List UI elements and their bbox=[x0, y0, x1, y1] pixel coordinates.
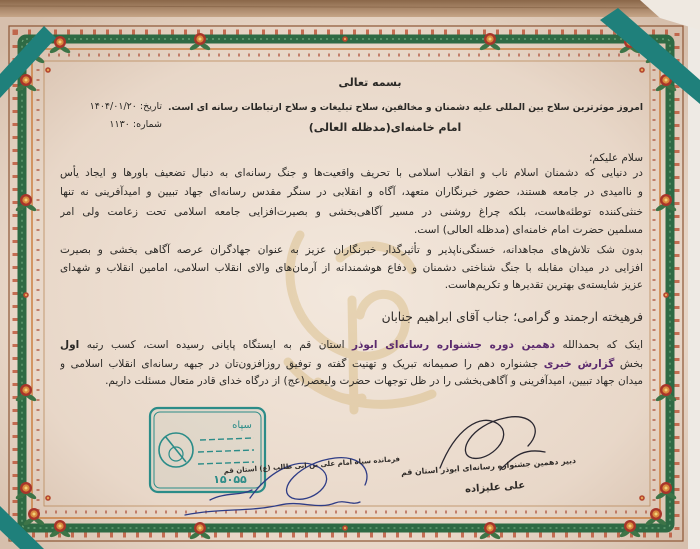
bud-ornament bbox=[639, 495, 645, 501]
number-label: شماره: bbox=[132, 119, 162, 130]
recipient-line: فرهیخته ارجمند و گرامی؛ جناب آقای ابراهیم جنابان bbox=[381, 310, 643, 324]
date-line bbox=[70, 98, 162, 116]
stamp bbox=[150, 408, 265, 492]
bud-ornament bbox=[23, 292, 29, 298]
award-line-1 bbox=[60, 336, 643, 354]
paragraph-1-line: در دنیایی که دشمنان اسلام ناب و انقلاب اسلامی با تحریف واقعیت‌ها و جنگ رسانه‌ای به دنبال تضعیف باورها و ایجاد یأس bbox=[60, 167, 643, 179]
secretary-title: دبیر دهمین جشنواره رسانه‌ای ابوذر استان قم bbox=[400, 456, 577, 478]
award-rank: اول bbox=[60, 339, 80, 351]
paragraph-2-line: افزایی در میدان مقابله با جنگ شناختی دشمنان و دفاع هوشمندانه از آرمان‌های والای انقلاب اسلامی، امامین انقلاب و شهدای bbox=[60, 262, 643, 274]
greeting: سلام علیکم؛ bbox=[589, 152, 643, 164]
award-text: جشنواره دهم را صمیمانه تبریک و تهنیت گفته و توفیق روزافزون‌تان در جبهه رسانه‌ای انقلاب اسلامی و bbox=[60, 358, 544, 370]
stamp-label: سپاه bbox=[232, 420, 252, 431]
bud-ornament bbox=[342, 36, 348, 42]
paragraph-1-line: خنثی‌کننده توطئه‌هاست، بلکه چراغ روشنی در مسیر آگاهی‌بخشی و بصیرت‌افزایی جامعه اسلامی تحت زعامت ولی امر bbox=[60, 206, 643, 218]
bud-ornament bbox=[663, 292, 669, 298]
bud-ornament bbox=[639, 67, 645, 73]
bud-ornament bbox=[342, 525, 348, 531]
paragraph-2-line: عزیز شایسته‌ی بهترین تقدیرها و تکریم‌هاست. bbox=[444, 279, 643, 291]
number-line bbox=[70, 116, 162, 134]
award-line-2 bbox=[60, 355, 643, 373]
award-text: استان قم به ایستگاه پایانی رسیده است، کسب رتبه bbox=[79, 339, 352, 351]
paragraph-1-line: مسلمین حضرت امام خامنه‌ای (مدظله العالی) است. bbox=[414, 224, 643, 236]
date-value: ۱۴۰۴/۰۱/۲۰ bbox=[89, 101, 137, 112]
bud-ornament bbox=[45, 495, 51, 501]
bud-ornament bbox=[45, 67, 51, 73]
document-heading: بسمه تعالی bbox=[338, 76, 402, 89]
award-line-3: میدان جهاد تبیین، امیدآفرینی و آگاهی‌بخشی را در ظل توجهات حضرت ولیعصر(عج) از درگاه خدای قادر متعال مسئلت داریم. bbox=[105, 375, 643, 387]
festival-name: دهمین دوره جشنواره رسانه‌ای ابوذر bbox=[351, 339, 556, 351]
paragraph-2-line: بدون شک تلاش‌های مجاهدانه، خستگی‌ناپذیر و تأثیرگذار خبرنگاران عزیز به عنوان جهادگران عرصه آگاهی بخشی و بصیرت bbox=[60, 244, 643, 256]
commander-title: فرمانده سپاه امام علی بن ابی طالب (ع) استان قم bbox=[223, 455, 401, 476]
date-label: تاریخ: bbox=[139, 101, 162, 112]
stamp-number: ۱۵۰۵۵ bbox=[213, 473, 247, 486]
quote-attribution: امام خامنه‌ای(مدظله العالی) bbox=[308, 121, 462, 134]
number-value: ۱۱۳۰ bbox=[109, 119, 130, 130]
wooden-frame-strip bbox=[0, 0, 700, 17]
secretary-name: علی علیزاده bbox=[464, 480, 526, 496]
award-category: گزارش خبری bbox=[543, 358, 615, 370]
award-text: اینک که بحمدالله bbox=[555, 339, 643, 351]
paragraph-1-line: و ناامیدی در جامعه هستند، حضور خبرنگاران متعهد، آگاه و انقلابی در سنگر مقدس رسانه‌ای جهاد تبیین و امیدآفرینی نه تنها bbox=[60, 186, 643, 198]
quote-text: امروز موثرترین سلاح بین المللی علیه دشمنان و مخالفین، سلاح تبلیغات و سلاح ارتباطات رسانه ای است. bbox=[168, 102, 643, 113]
award-text: بخش bbox=[614, 358, 643, 370]
